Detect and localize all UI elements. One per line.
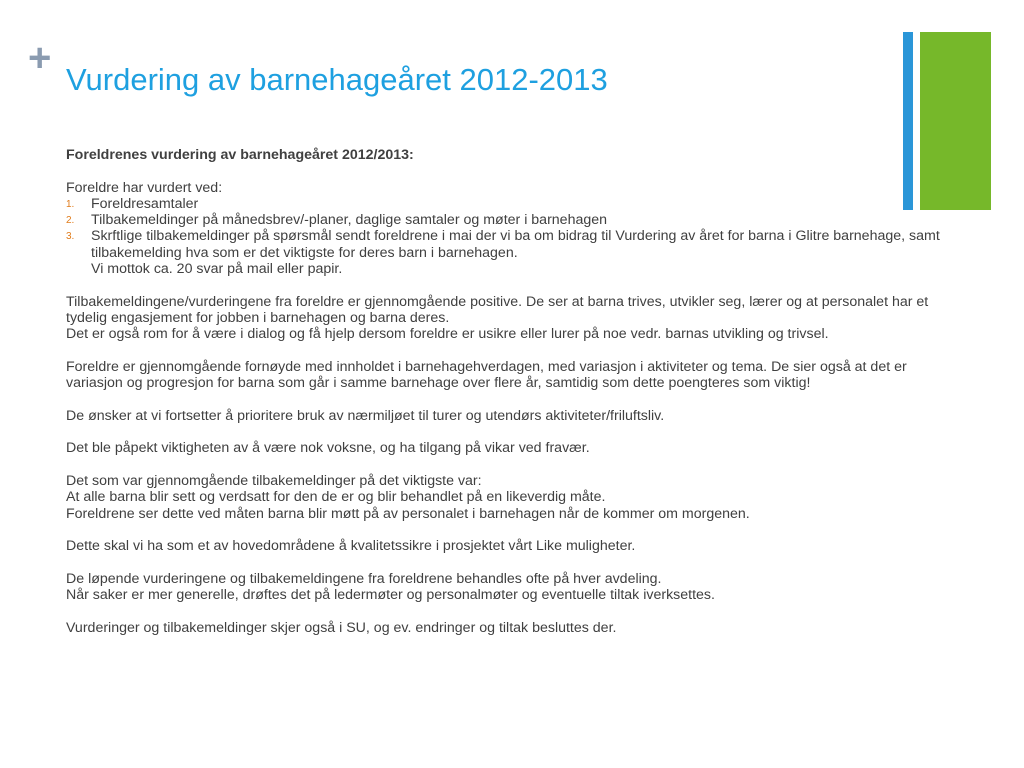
paragraph-line: Det ble påpekt viktigheten av å være nok voksne, og ha tilgang på vikar ved fravær. (66, 440, 590, 457)
list-number: 2. (66, 215, 75, 227)
paragraph-line: Det er også rom for å være i dialog og få hjelp dersom foreldre er usikre eller lurer på noe vedr. barnas utvikling og trivsel. (66, 326, 829, 343)
numbered-list (66, 196, 946, 261)
slide-body (66, 147, 946, 636)
paragraph-line: Dette skal vi ha som et av hovedområdene å kvalitetssikre i prosjektet vårt Like muligheter. (66, 538, 636, 555)
list-number: 3. (66, 231, 75, 243)
list-item (66, 212, 946, 228)
paragraph-line: Det som var gjennomgående tilbakemeldinger på det viktigste var: (66, 472, 482, 489)
paragraph-line: Når saker er mer generelle, drøftes det på ledermøter og personalmøter og eventuelle tiltak iverksettes. (66, 587, 715, 604)
list-item-text: Skrftlige tilbakemeldinger på spørsmål sendt foreldrene i mai der vi ba om bidrag til Vurdering av året for barna i Glitre barnehage, samt tilbakemelding hva som er det viktigste for deres barn i barnehagen. (91, 228, 940, 261)
list-item (66, 228, 946, 261)
plus-icon: + (28, 36, 52, 80)
paragraph-line: De løpende vurderingene og tilbakemeldingene fra foreldrene behandles ofte på hver avdeling. (66, 570, 662, 587)
section-heading: Foreldrenes vurdering av barnehageåret 2012/2013: (66, 147, 414, 163)
list-item-text: Foreldresamtaler (91, 195, 199, 212)
paragraph-line: Vurderinger og tilbakemeldinger skjer også i SU, og ev. endringer og tiltak besluttes der. (66, 619, 617, 636)
paragraph-line: Foreldre er gjennomgående fornøyde med innholdet i barnehagehverdagen, med variasjon i aktiviteter og tema. De sier også at det er variasjon og progresjon for barna som går i samme barnehage over flere år, samtidig som dette poengteres som viktig! (66, 358, 907, 392)
paragraph-line: Foreldrene ser dette ved måten barna blir møtt på av personalet i barnehagen når de kommer om morgenen. (66, 505, 750, 522)
list-item (66, 196, 946, 212)
list-number: 1. (66, 198, 75, 210)
intro-text: Foreldre har vurdert ved: (66, 179, 223, 196)
list-item-text: Tilbakemeldinger på månedsbrev/-planer, daglige samtaler og møter i barnehagen (91, 212, 608, 229)
paragraph-line: At alle barna blir sett og verdsatt for den de er og blir behandlet på en likeverdig måte. (66, 489, 606, 506)
paragraph-line: De ønsker at vi fortsetter å prioritere bruk av nærmiljøet til turer og utendørs aktiviteter/friluftsliv. (66, 407, 665, 424)
list-note: Vi mottok ca. 20 svar på mail eller papir. (91, 261, 343, 278)
slide-title: Vurdering av barnehageåret 2012-2013 (66, 62, 608, 97)
paragraph-line: Tilbakemeldingene/vurderingene fra foreldre er gjennomgående positive. De ser at barna trives, utvikler seg, lærer og at personalet har et tydelig engasjement for jobben i barnehagen og barna deres. (66, 293, 929, 326)
